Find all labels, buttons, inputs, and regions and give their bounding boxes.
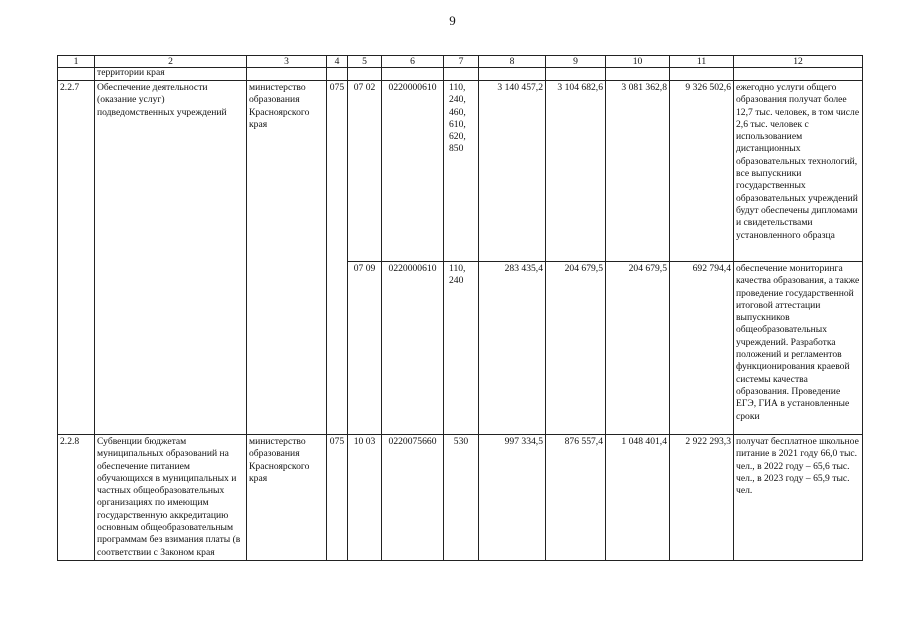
column-header: 10 — [606, 56, 670, 68]
csr-code: 0220000610 — [382, 262, 444, 435]
table-row — [58, 81, 863, 262]
amount-2022: 204 679,5 — [546, 262, 606, 435]
column-header: 7 — [444, 56, 479, 68]
expected-result: ежегодно услуги общего образования получат более 12,7 тыс. человек, в том числе 2,6 тыс. человек с использованием дистанционных образовательных технологий, все выпускники государственных образовательных учреждений будут обеспечены дипломами и свидетельствами установленного образца — [734, 81, 863, 262]
amount-2021: 3 140 457,2 — [479, 81, 546, 262]
table-row-continuation — [58, 68, 863, 81]
amount-2022: 876 557,4 — [546, 435, 606, 561]
amount-2021: 283 435,4 — [479, 262, 546, 435]
expected-result: обеспечение мониторинга качества образования, а также проведение государственной итоговой аттестации выпускников общеобразовательных учреждений. Разработка положений и регламентов функционирования краевой системы качества образования. Проведение ЕГЭ, ГИА в установленные сроки — [734, 262, 863, 435]
vr-codes: 530 — [444, 435, 479, 561]
page-number: 9 — [449, 13, 456, 28]
column-header: 6 — [382, 56, 444, 68]
measure-name: Обеспечение деятельности (оказание услуг) подведомственных учреждений — [95, 81, 247, 435]
budget-table — [57, 55, 863, 561]
column-header: 5 — [348, 56, 382, 68]
column-header: 3 — [247, 56, 327, 68]
amount-total: 9 326 502,6 — [670, 81, 734, 262]
grbs-name: министерство образования Красноярского края — [247, 435, 327, 561]
table-cell — [247, 68, 327, 81]
table-cell — [606, 68, 670, 81]
column-header: 2 — [95, 56, 247, 68]
column-number-row — [58, 56, 863, 68]
measure-name: Субвенции бюджетам муниципальных образований на обеспечение питанием обучающихся в муниципальных и частных общеобразовательных организациях по имеющим государственную аккредитацию основным общеобразовательным программам без взимания платы (в соответствии с Законом края — [95, 435, 247, 561]
vr-codes: 110, 240 — [444, 262, 479, 435]
table-cell — [670, 68, 734, 81]
continuation-text: территории края — [95, 68, 247, 81]
column-header: 12 — [734, 56, 863, 68]
grbs-name: министерство образования Красноярского края — [247, 81, 327, 435]
table-row — [58, 435, 863, 561]
column-header: 8 — [479, 56, 546, 68]
table-cell — [382, 68, 444, 81]
csr-code: 0220000610 — [382, 81, 444, 262]
vr-codes: 110, 240, 460, 610, 620, 850 — [444, 81, 479, 262]
table-cell — [546, 68, 606, 81]
table-cell — [444, 68, 479, 81]
column-header: 1 — [58, 56, 95, 68]
rzpr-code: 07 09 — [348, 262, 382, 435]
column-header: 9 — [546, 56, 606, 68]
rzpr-code: 10 03 — [348, 435, 382, 561]
csr-code: 0220075660 — [382, 435, 444, 561]
rzpr-code: 07 02 — [348, 81, 382, 262]
amount-2023: 3 081 362,8 — [606, 81, 670, 262]
amount-2022: 3 104 682,6 — [546, 81, 606, 262]
row-number: 2.2.7 — [58, 81, 95, 435]
amount-2023: 204 679,5 — [606, 262, 670, 435]
amount-total: 692 794,4 — [670, 262, 734, 435]
amount-2021: 997 334,5 — [479, 435, 546, 561]
grbs-code: 075 — [327, 81, 348, 435]
table-cell — [479, 68, 546, 81]
row-number: 2.2.8 — [58, 435, 95, 561]
table-cell — [327, 68, 348, 81]
expected-result: получат бесплатное школьное питание в 2021 году 66,0 тыс. чел., в 2022 году – 65,6 тыс. чел., в 2023 году – 65,9 тыс. чел. — [734, 435, 863, 561]
table-cell — [734, 68, 863, 81]
table-cell — [348, 68, 382, 81]
table-cell — [58, 68, 95, 81]
column-header: 11 — [670, 56, 734, 68]
grbs-code: 075 — [327, 435, 348, 561]
amount-2023: 1 048 401,4 — [606, 435, 670, 561]
column-header: 4 — [327, 56, 348, 68]
amount-total: 2 922 293,3 — [670, 435, 734, 561]
